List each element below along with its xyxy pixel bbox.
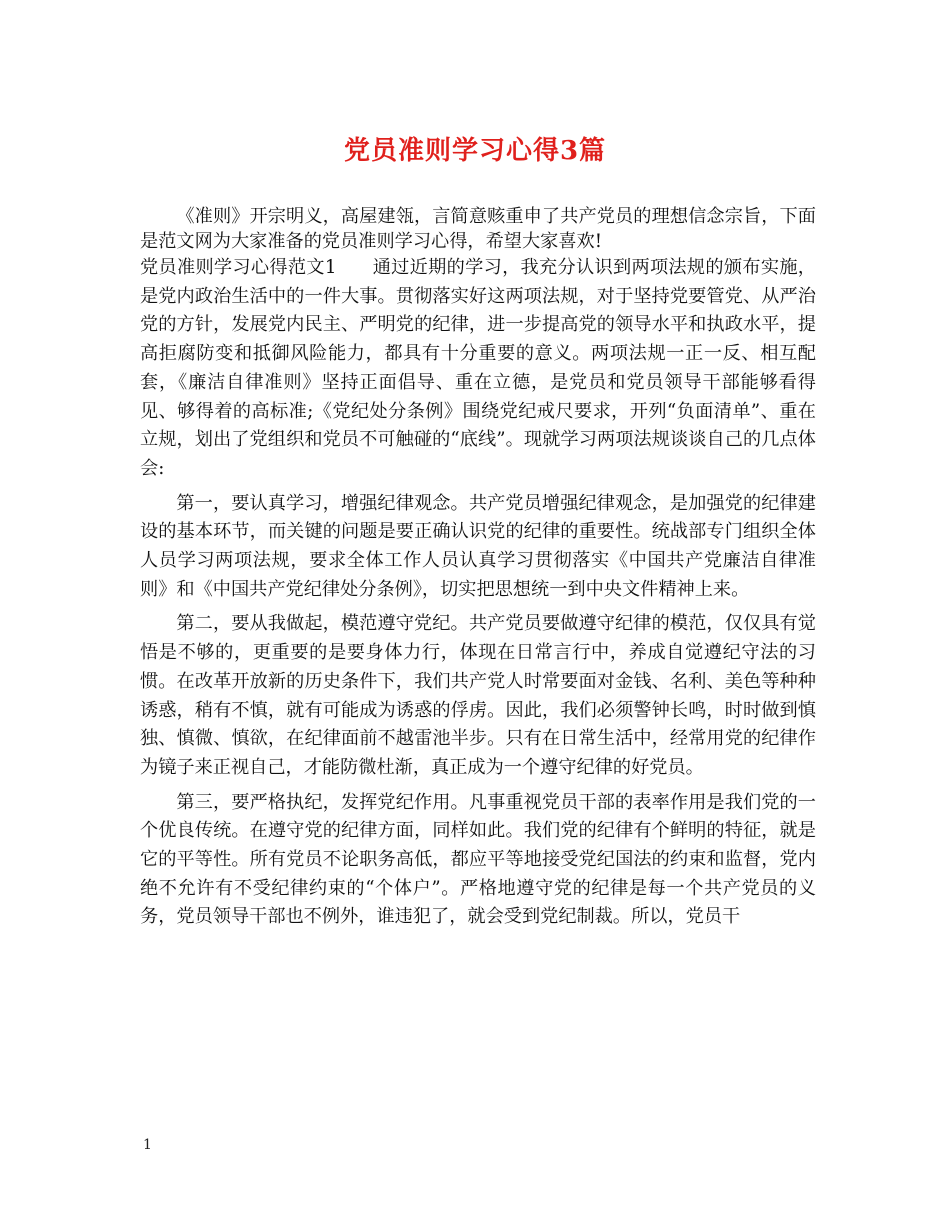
body-paragraph-2: 第二，要从我做起，模范遵守党纪。共产党员要做遵守纪律的模范，仅仅具有觉悟是不够的，更重要的是要身体力行，体现在日常言行中，养成自觉遵纪守法的习惯。在改革开放新的历史条件下，我们共产党人时常要面对金钱、名利、美色等种种诱惑，稍有不慎，就有可能成为诱惑的俘虏。因此，我们必须警钟长鸣，时时做到慎独、慎微、慎欲，在纪律面前不越雷池半步。只有在日常生活中，经常用党的纪律作为镜子来正视自己，才能防微杜渐，真正成为一个遵守纪律的好党员。 xyxy=(140,613,816,778)
intro-paragraph: 《准则》开宗明义，高屋建瓴，言简意赅重申了共产党员的理想信念宗旨，下面是范文网为大家准备的党员准则学习心得，希望大家喜欢! xyxy=(140,206,816,252)
document-body xyxy=(140,204,816,932)
section-first-paragraph: 通过近期的学习，我充分认识到两项法规的颁布实施，是党内政治生活中的一件大事。贯彻落实好这两项法规，对于坚持党要管党、从严治党的方针，发展党内民主、严明党的纪律，进一步提高党的领导水平和执政水平，提高拒腐防变和抵御风险能力，都具有十分重要的意义。两项法规一正一反、相互配套，《廉洁自律准则》坚持正面倡导、重在立德，是党员和党员领导干部能够看得见、够得着的高标准;《党纪处分条例》围绕党纪戒尺要求，开列“负面清单”、重在立规，划出了党组织和党员不可触碰的“底线”。现就学习两项法规谈谈自己的几点体会: xyxy=(140,257,816,479)
page-number: 1 xyxy=(143,1137,152,1153)
section-paragraph xyxy=(140,254,816,484)
body-paragraph-3: 第三，要严格执纪，发挥党纪作用。凡事重视党员干部的表率作用是我们党的一个优良传统。在遵守党的纪律方面，同样如此。我们党的纪律有个鲜明的特征，就是它的平等性。所有党员不论职务高低，都应平等地接受党纪国法的约束和监督，党内绝不允许有不受纪律约束的“个体户”。严格地遵守党的纪律是每一个共产党员的义务，党员领导干部也不例外，谁违犯了，就会受到党纪制裁。所以，党员干 xyxy=(140,791,816,928)
document-title: 党员准则学习心得3篇 xyxy=(343,136,607,166)
section-heading: 党员准则学习心得范文1 xyxy=(140,257,337,278)
body-paragraph-1: 第一，要认真学习，增强纪律观念。共产党员增强纪律观念，是加强党的纪律建设的基本环节，而关键的问题是要正确认识党的纪律的重要性。统战部专门组织全体人员学习两项法规，要求全体工作人员认真学习贯彻落实《中国共产党廉洁自律准则》和《中国共产党纪律处分条例》，切实把思想统一到中央文件精神上来。 xyxy=(140,492,816,600)
